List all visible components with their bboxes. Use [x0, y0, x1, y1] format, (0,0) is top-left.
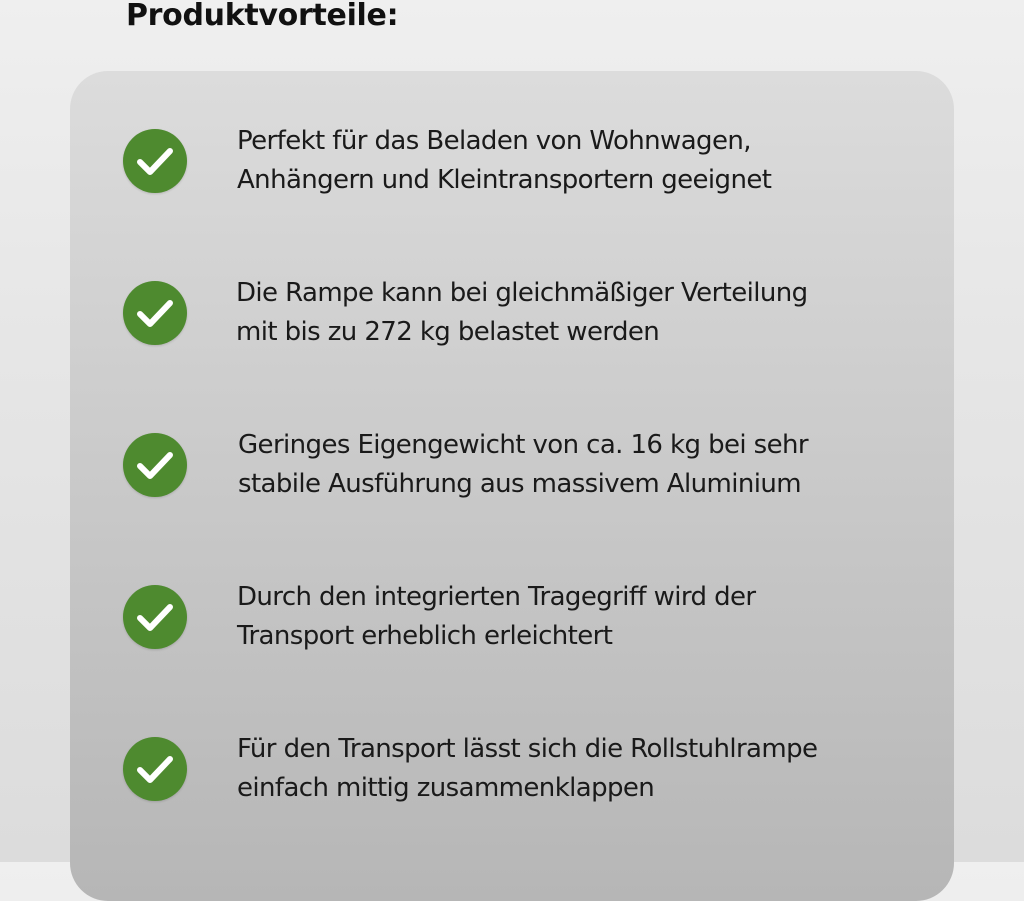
- feature-text-line: Perfekt für das Beladen von Wohnwagen,: [237, 126, 751, 156]
- feature-item-5: [70, 724, 954, 814]
- feature-text-line: stabile Ausführung aus massivem Aluminium: [238, 469, 801, 499]
- check-circle-icon: [123, 737, 187, 801]
- feature-text: [236, 274, 926, 352]
- features-panel: [70, 71, 954, 901]
- check-circle-icon: [123, 585, 187, 649]
- check-circle-icon: [123, 433, 187, 497]
- feature-text-line: Anhängern und Kleintransportern geeignet: [237, 165, 772, 195]
- feature-text-line: Geringes Eigengewicht von ca. 16 kg bei sehr: [238, 430, 808, 460]
- feature-text: [237, 730, 927, 808]
- feature-text: [237, 122, 927, 200]
- feature-item-1: [70, 116, 954, 206]
- feature-text-line: Für den Transport lässt sich die Rollstuhlrampe: [237, 734, 818, 764]
- feature-text-line: mit bis zu 272 kg belastet werden: [236, 317, 660, 347]
- feature-text-line: Die Rampe kann bei gleichmäßiger Verteilung: [236, 278, 808, 308]
- check-circle-icon: [123, 129, 187, 193]
- feature-text-line: einfach mittig zusammenklappen: [237, 773, 655, 803]
- feature-item-3: [70, 420, 954, 510]
- feature-text-line: Durch den integrierten Tragegriff wird der: [237, 582, 756, 612]
- feature-text: [237, 578, 927, 656]
- feature-text-line: Transport erheblich erleichtert: [237, 621, 613, 651]
- feature-item-2: [70, 268, 954, 358]
- check-circle-icon: [123, 281, 187, 345]
- feature-text: [238, 426, 928, 504]
- page-title: Produktvorteile:: [126, 0, 399, 33]
- feature-item-4: [70, 572, 954, 662]
